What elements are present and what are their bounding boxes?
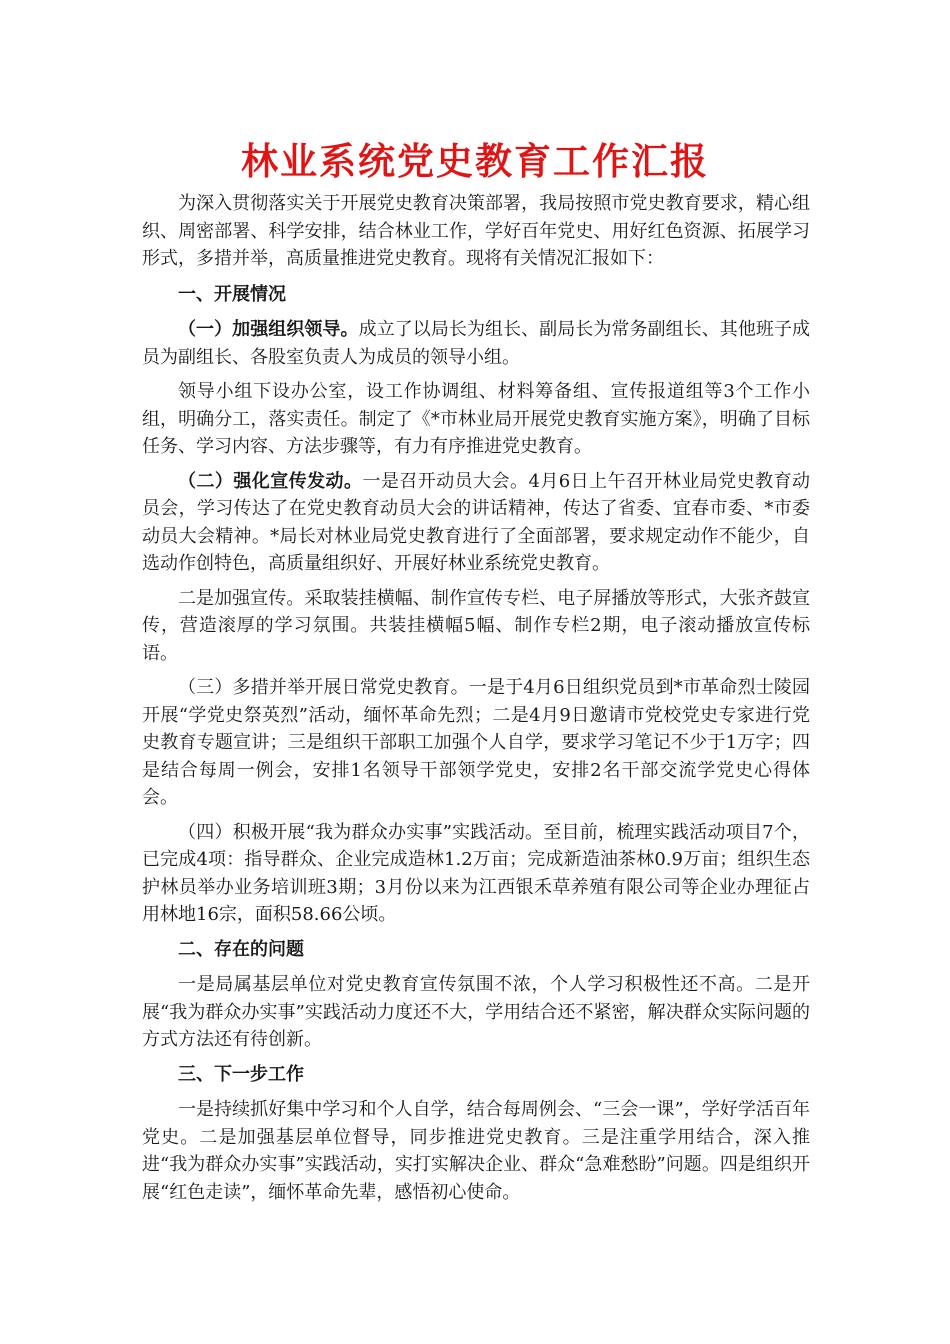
section-heading-1: 一、开展情况	[178, 283, 286, 305]
item-1-lead: （一）加强组织领导。	[178, 319, 359, 340]
problems-paragraph: 一是局属基层单位对党史教育宣传氛围不浓，个人学习积极性还不高。二是开展“我为群众办实事”实践活动力度还不大，学用结合还不紧密，解决群众实际问题的方式方法还有待创新。	[142, 974, 810, 1050]
intro-paragraph: 为深入贯彻落实关于开展党史教育决策部署，我局按照市党史教育要求，精心组织、周密部署、科学安排，结合林业工作，学好百年党史、用好红色资源、拓展学习形式，多措并举，高质量推进党史教育。现将有关情况汇报如下：	[142, 193, 810, 269]
item-2-text: 一是召开动员大会。4月6日上午召开林业局党史教育动员会，学习传达了在党史教育动员大会的讲话精神，传达了省委、宜春市委、*市委动员大会精神。*局长对林业局党史教育进行了全面部署，要求规定动作不能少，自选动作创特色，高质量组织好、开展好林业系统党史教育。	[142, 470, 811, 574]
section-heading-2: 二、存在的问题	[178, 938, 304, 960]
item-2-lead: （二）强化宣传发动。	[178, 470, 363, 492]
document-title: 林业系统党史教育工作汇报	[241, 140, 709, 183]
item-1-text: 成立了以局长为组长、副局长为常务副组长、其他班子成员为副组长、各股室负责人为成员的领导小组。	[142, 319, 811, 368]
item-4-paragraph: （四）积极开展“我为群众办实事”实践活动。至目前，梳理实践活动项目7个，已完成4项：指导群众、企业完成造林1.2万亩；完成新造油茶林0.9万亩；组织生态护林员举办业务培训班3期；3月份以来为江西银禾草养殖有限公司等企业办理征占用林地16宗，面积58.66公顷。	[142, 821, 810, 925]
item-3-paragraph: （三）多措并举开展日常党史教育。一是于4月6日组织党员到*市革命烈士陵园开展“学党史祭英烈”活动，缅怀革命先烈；二是4月9日邀请市党校党史专家进行党史教育专题宣讲；三是组织干部职工加强个人自学，要求学习笔记不少于1万字；四是结合每周一例会，安排1名领导干部领学党史，安排2名干部交流学党史心得体会。	[142, 677, 810, 808]
section-heading-3: 三、下一步工作	[178, 1063, 304, 1085]
item-2-paragraph-2: 二是加强宣传。采取装挂横幅、制作宣传专栏、电子屏播放等形式，大张齐鼓宣传，营造滚厚的学习氛围。共装挂横幅5幅、制作专栏2期，电子滚动播放宣传标语。	[142, 587, 810, 664]
next-steps-paragraph: 一是持续抓好集中学习和个人自学，结合每周例会、“三会一课”，学好学活百年党史。二是加强基层单位督导，同步推进党史教育。三是注重学用结合，深入推进“我为群众办实事”实践活动，实打实解决企业、群众“急难愁盼”问题。四是组织开展“红色走读”，缅怀革命先辈，感悟初心使命。	[142, 1099, 810, 1203]
item-1-paragraph	[142, 316, 810, 371]
document-body	[142, 190, 810, 1213]
item-1-paragraph-2: 领导小组下设办公室，设工作协调组、材料筹备组、宣传报道组等3个工作小组，明确分工，落实责任。制定了《*市林业局开展党史教育实施方案》，明确了目标任务、学习内容、方法步骤等，有力有序推进党史教育。	[142, 381, 810, 457]
item-2-paragraph	[142, 468, 810, 578]
